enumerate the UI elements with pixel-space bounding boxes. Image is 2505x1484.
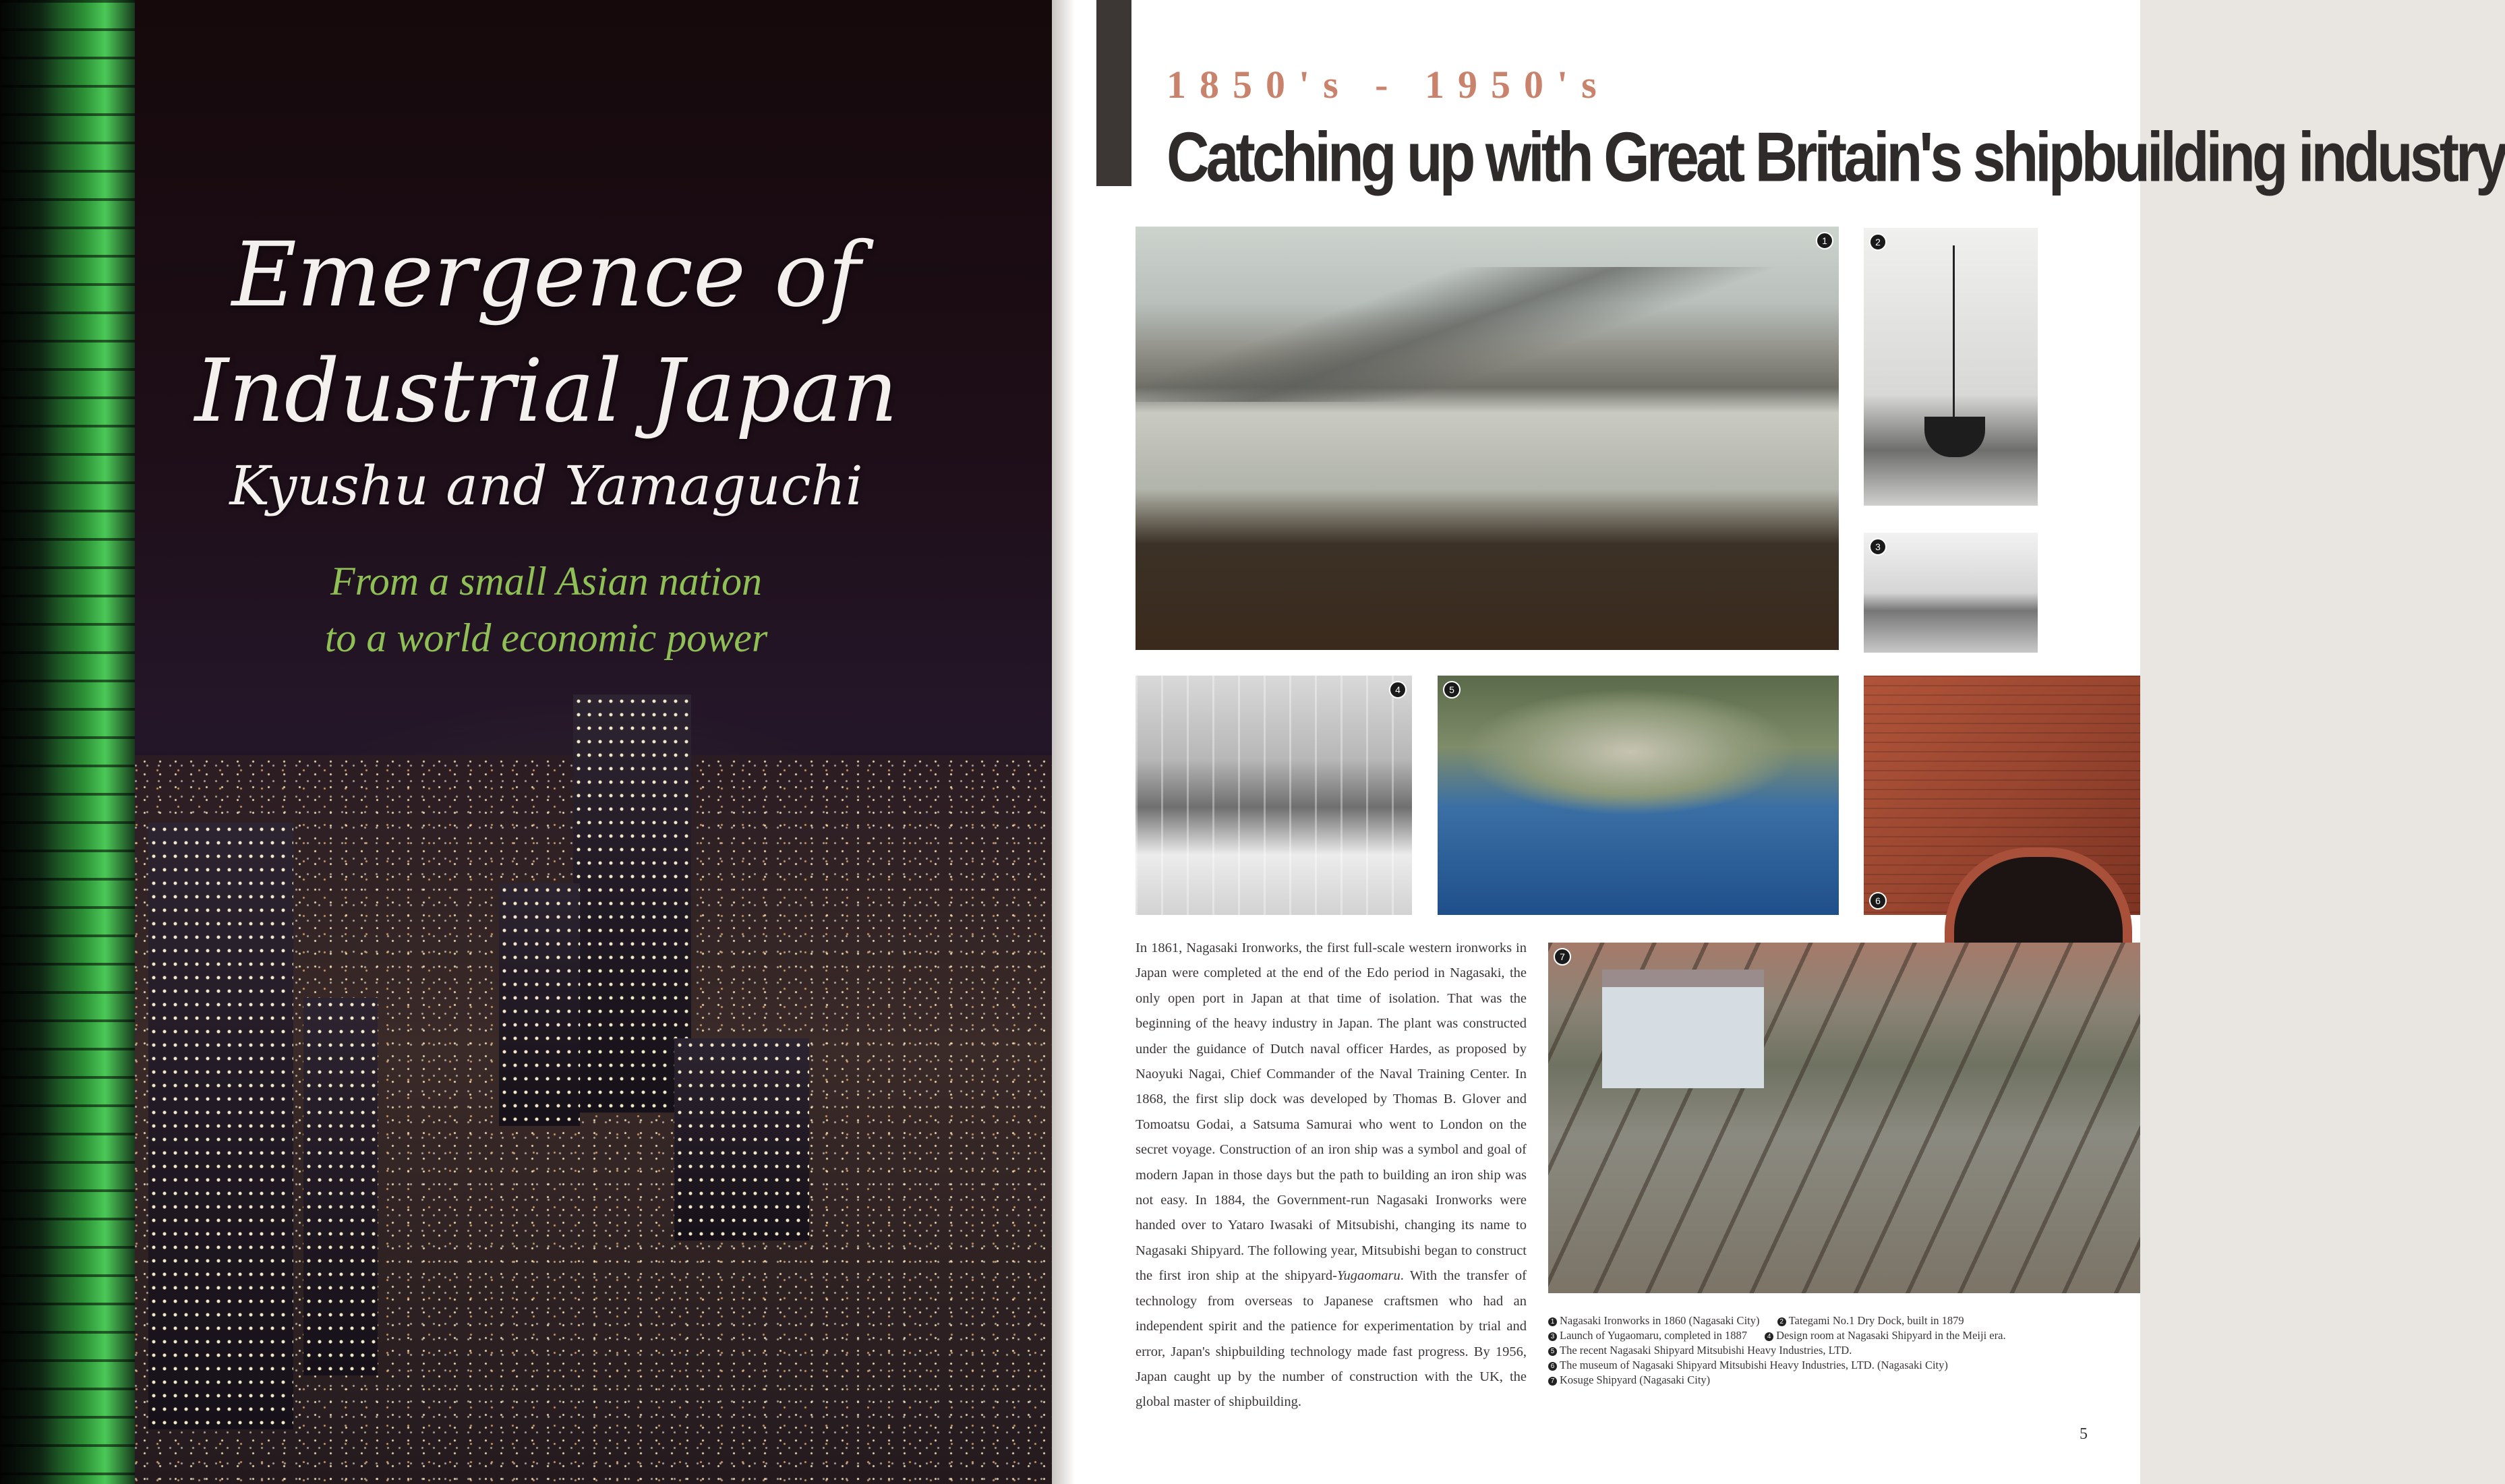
caption-text: Kosuge Shipyard (Nagasaki City)	[1560, 1373, 1711, 1386]
ship-name: Yugaomaru	[1336, 1268, 1401, 1284]
page-number: 5	[2080, 1425, 2088, 1443]
photo-number-badge: 6	[1869, 892, 1887, 910]
caption-text: Design room at Nagasaki Shipyard in the Meiji era.	[1776, 1329, 2006, 1342]
office-building	[499, 883, 580, 1126]
article-body-text: . With the transfer of technology from overseas to Japanese craftsmen who had an independent spirit and the patience for experimentation by trial and error, Japan's shipbuilding technology made fast progress. By 1956, Japan caught up by the number of construction with the UK, the global master of shipbuilding.	[1136, 1268, 1527, 1410]
page-title: Catching up with Great Britain's shipbuilding industry	[1167, 117, 2505, 196]
mountain-silhouette	[1136, 267, 1839, 402]
caption-item	[1765, 1328, 2005, 1343]
caption-item	[1548, 1373, 1710, 1388]
article-page	[1075, 0, 2505, 1484]
caption-text: The recent Nagasaki Shipyard Mitsubishi Heavy Industries, LTD.	[1560, 1344, 1852, 1357]
photo-number-badge: 1	[1816, 232, 1833, 249]
cover-subtitle-line: From a small Asian nation	[330, 559, 763, 603]
book-gutter	[1052, 0, 1075, 1484]
cover-title-line: Emergence of	[231, 223, 861, 327]
cover-page	[0, 0, 1052, 1484]
green-lit-tower	[0, 0, 135, 1484]
caption-row	[1548, 1373, 2140, 1388]
cover-subtitle-line: to a world economic power	[324, 616, 768, 660]
caption-item	[1548, 1358, 1948, 1373]
caption-item	[1548, 1313, 1759, 1328]
caption-row	[1548, 1343, 2140, 1358]
cover-title	[135, 216, 957, 523]
cover-subtitle	[135, 553, 957, 666]
era-label: 1850's - 1950's	[1167, 63, 1610, 107]
office-building	[303, 998, 378, 1375]
caption-text: Tategami No.1 Dry Dock, built in 1879	[1788, 1314, 1964, 1327]
article-body-text: In 1861, Nagasaki Ironworks, the first full-scale western ironworks in Japan were completed at the end of the Edo period in Nagasaki, the only open port in Japan at that time of isolation. That was the beginning of the heavy industry in Japan. The plant was constructed under the guidance of Dutch naval officer Hardes, as proposed by Naoyuki Nagai, Chief Commander of the Naval Training Center. In 1868, the first slip dock was developed by Thomas B. Glover and Tomoatsu Godai, a Satsuma Samurai who went to London on the secret voyage. Construction of an iron ship was a symbol and goal of modern Japan in those days but the path to building an iron ship was not easy. In 1884, the Government-run Nagasaki Ironworks were handed over to Yataro Iwasaki of Mitsubishi, changing its name to Nagasaki Shipyard. The following year, Mitsubishi began to construct the first iron ship at the shipyard-	[1136, 941, 1527, 1284]
caption-number-badge: 5	[1548, 1347, 1557, 1356]
caption-text: Nagasaki Ironworks in 1860 (Nagasaki City)	[1560, 1314, 1760, 1327]
photo-aerial-shipyard	[1438, 676, 1839, 915]
photo-number-badge: 5	[1443, 681, 1461, 699]
shed-building	[1602, 970, 1764, 1088]
caption-number-badge: 4	[1765, 1332, 1773, 1341]
twin-tower-building	[573, 694, 691, 1112]
article-body	[1136, 936, 1527, 1415]
caption-number-badge: 7	[1548, 1377, 1557, 1386]
photo-launch-yugaomaru	[1864, 533, 2038, 653]
caption-item	[1548, 1343, 1852, 1358]
photo-number-badge: 3	[1869, 538, 1887, 556]
caption-text: The museum of Nagasaki Shipyard Mitsubishi Heavy Industries, LTD. (Nagasaki City)	[1560, 1359, 1948, 1371]
ship-hull	[1924, 417, 1985, 457]
office-building	[674, 1038, 809, 1241]
caption-number-badge: 3	[1548, 1332, 1557, 1341]
photo-number-badge: 4	[1389, 681, 1407, 699]
caption-row	[1548, 1313, 2140, 1328]
ship-mast	[1953, 245, 1955, 434]
caption-row	[1548, 1358, 2140, 1373]
caption-number-badge: 6	[1548, 1362, 1557, 1371]
photo-number-badge: 2	[1869, 233, 1887, 251]
skyscraper	[148, 823, 293, 1429]
cover-title-line: Industrial Japan	[194, 341, 898, 442]
caption-number-badge: 2	[1777, 1317, 1786, 1326]
photo-museum-brick	[1864, 676, 2140, 915]
photo-number-badge: 7	[1554, 948, 1571, 966]
caption-text: Launch of Yugaomaru, completed in 1887	[1560, 1329, 1747, 1342]
caption-row	[1548, 1328, 2140, 1343]
cover-title-line: Kyushu and Yamaguchi	[229, 454, 863, 517]
photo-kosuge-shipyard	[1548, 943, 2140, 1293]
photo-design-room	[1136, 676, 1412, 915]
caption-item	[1548, 1328, 1747, 1343]
header-accent-bar	[1096, 0, 1131, 186]
photo-captions	[1548, 1313, 2140, 1388]
caption-item	[1777, 1313, 1964, 1328]
photo-nagasaki-ironworks	[1136, 227, 1839, 650]
caption-number-badge: 1	[1548, 1317, 1557, 1326]
photo-dry-dock	[1864, 228, 2038, 506]
